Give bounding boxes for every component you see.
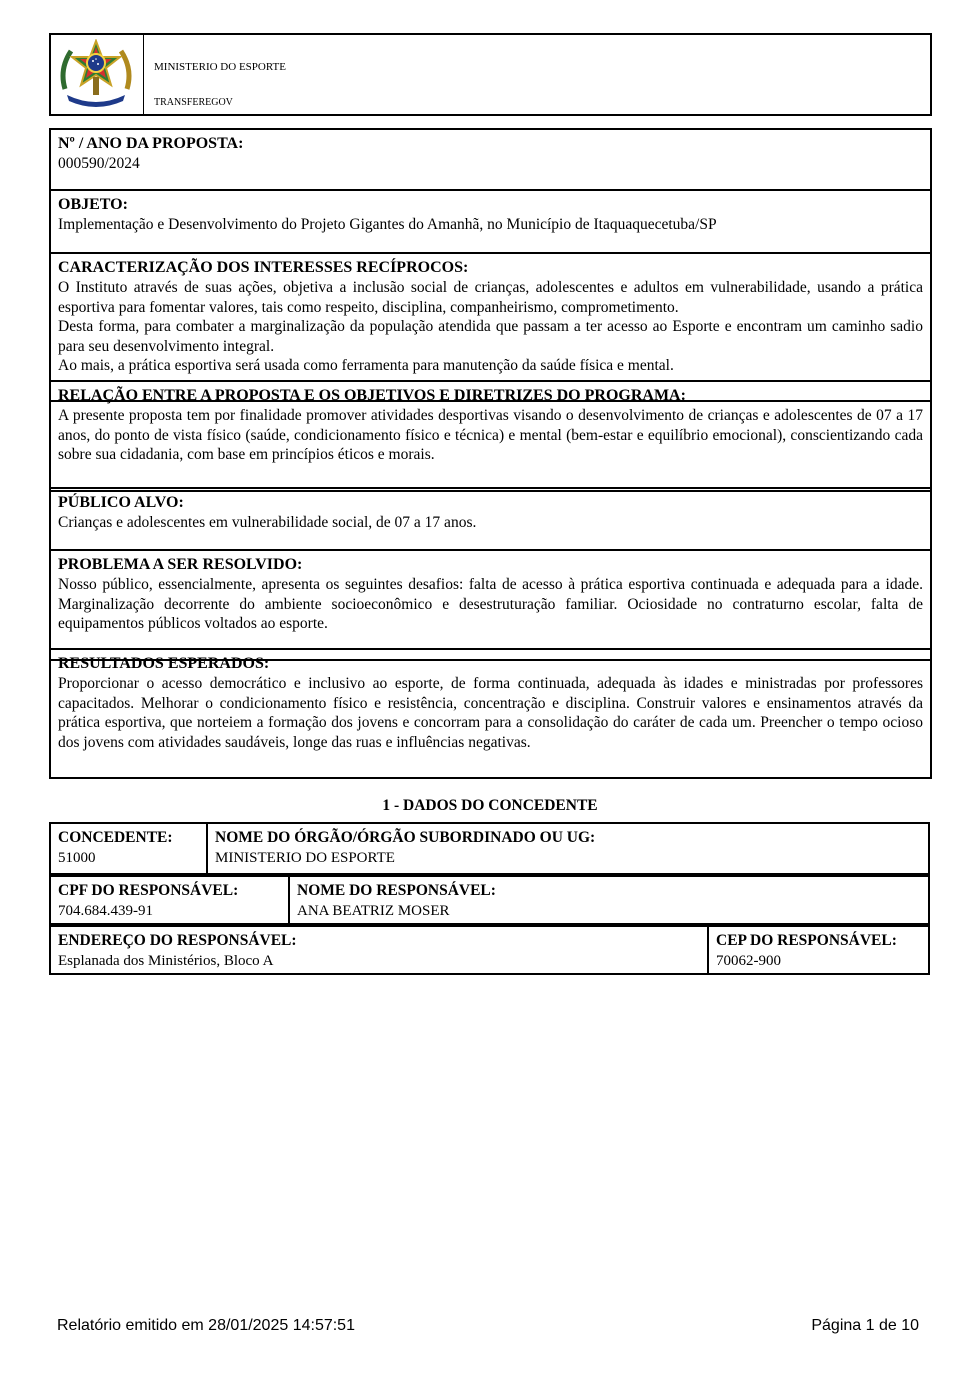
endereco-label: ENDEREÇO DO RESPONSÁVEL: [58, 932, 297, 949]
header-system: TRANSFEREGOV [154, 97, 233, 108]
orgao-cell [206, 824, 928, 873]
relacao-section [49, 380, 932, 492]
proposal-info-section [49, 128, 932, 402]
relacao-row [51, 382, 930, 490]
page-number: Página 1 de 10 [811, 1317, 919, 1334]
cpf-value: 704.684.439-91 [58, 903, 153, 919]
concedente-label: CONCEDENTE: [58, 829, 173, 846]
cep-cell [707, 927, 928, 973]
concedente-cell [51, 824, 206, 873]
logo-cell [51, 35, 144, 114]
cpf-cell [51, 877, 288, 923]
concedente-section-title: 1 - DADOS DO CONCEDENTE [382, 797, 598, 814]
orgao-label: NOME DO ÓRGÃO/ÓRGÃO SUBORDINADO OU UG: [215, 829, 596, 846]
objeto-row [51, 189, 930, 252]
relacao-label: RELAÇÃO ENTRE A PROPOSTA E OS OBJETIVOS E DIRETRIZES DO PROGRAMA: [58, 387, 686, 404]
concedente-value: 51000 [58, 850, 96, 866]
proposta-row [51, 130, 930, 189]
nome-value: ANA BEATRIZ MOSER [297, 903, 450, 919]
resultados-label: RESULTADOS ESPERADOS: [58, 655, 270, 672]
endereco-cell [51, 927, 707, 973]
objeto-label: OBJETO: [58, 196, 128, 213]
caracterizacao-paragraph: O Instituto através de suas ações, objetiva a inclusão social de crianças, adolescentes e adultos em vulnerabilidade, usando a prática esportiva para fomentar valores, tais como respeito, disciplina, companheirismo, comprometimento. [58, 279, 923, 316]
brazil-coat-of-arms-icon [57, 39, 135, 109]
resultados-row [51, 650, 930, 777]
concedente-row [49, 822, 930, 875]
caracterizacao-paragraph: Ao mais, a prática esportiva será usada como ferramenta para manutenção da saúde física e mental. [58, 357, 674, 374]
cep-label: CEP DO RESPONSÁVEL: [716, 932, 897, 949]
publico-value: Crianças e adolescentes em vulnerabilidade social, de 07 a 17 anos. [58, 514, 477, 531]
cpf-label: CPF DO RESPONSÁVEL: [58, 882, 239, 899]
cep-value: 70062-900 [716, 953, 781, 969]
publico-problema-section [49, 487, 932, 661]
header-ministry: MINISTERIO DO ESPORTE [154, 61, 286, 73]
caracterizacao-label: CARACTERIZAÇÃO DOS INTERESSES RECÍPROCOS: [58, 259, 469, 276]
endereco-value: Esplanada dos Ministérios, Bloco A [58, 953, 274, 969]
nome-label: NOME DO RESPONSÁVEL: [297, 882, 496, 899]
problema-row [51, 549, 930, 659]
problema-label: PROBLEMA A SER RESOLVIDO: [58, 556, 303, 573]
resultados-value: Proporcionar o acesso democrático e inclusivo ao esporte, de forma continuada, adequada às idades e ministradas por professores capacitados. Melhorar o condicionamento físico e resistência, concentração e disciplina. Construir valores e ensinamentos através da prática esportiva, que norteiem a formação dos jovens e concorram para a consolidação do caráter de cada um. Preencher o tempo ocioso dos jovens com atividades saudáveis, longe das ruas e influências negativas. [58, 675, 923, 751]
publico-row [51, 489, 930, 549]
endereco-row [49, 925, 930, 975]
nome-cell [288, 877, 928, 923]
objeto-value: Implementação e Desenvolvimento do Projeto Gigantes do Amanhã, no Município de Itaquaquecetuba/SP [58, 216, 717, 233]
resultados-section [49, 648, 932, 779]
responsavel-row [49, 875, 930, 925]
report-emitted-timestamp: Relatório emitido em 28/01/2025 14:57:51 [57, 1317, 355, 1334]
caracterizacao-row [51, 252, 930, 400]
proposta-value: 000590/2024 [58, 155, 140, 172]
problema-value: Nosso público, essencialmente, apresenta os seguintes desafios: falta de acesso à prática esportiva continuada e adequada para a idade. Marginalização decorrente do ambiente socioeconômico e desestruturação familiar. Ociosidade no contraturno escolar, falta de equipamentos públicos voltados ao esporte. [58, 576, 923, 632]
caracterizacao-paragraph: Desta forma, para combater a marginalização da população atendida que passam a ter acesso ao Esporte e encontram um caminho sadio para seu desenvolvimento integral. [58, 318, 923, 355]
publico-label: PÚBLICO ALVO: [58, 494, 184, 511]
relacao-value: A presente proposta tem por finalidade promover atividades desportivas visando o desenvolvimento de crianças e adolescentes de 07 a 17 anos, do ponto de vista físico (saúde, condicionamento físico e técnica) e mental (bem-estar e equilíbrio emocional), conscientizando cada sobre sua cidadania, com base em princípios éticos e morais. [58, 407, 923, 463]
proposta-label: Nº / ANO DA PROPOSTA: [58, 135, 244, 152]
document-header [49, 33, 932, 116]
orgao-value: MINISTERIO DO ESPORTE [215, 850, 395, 866]
